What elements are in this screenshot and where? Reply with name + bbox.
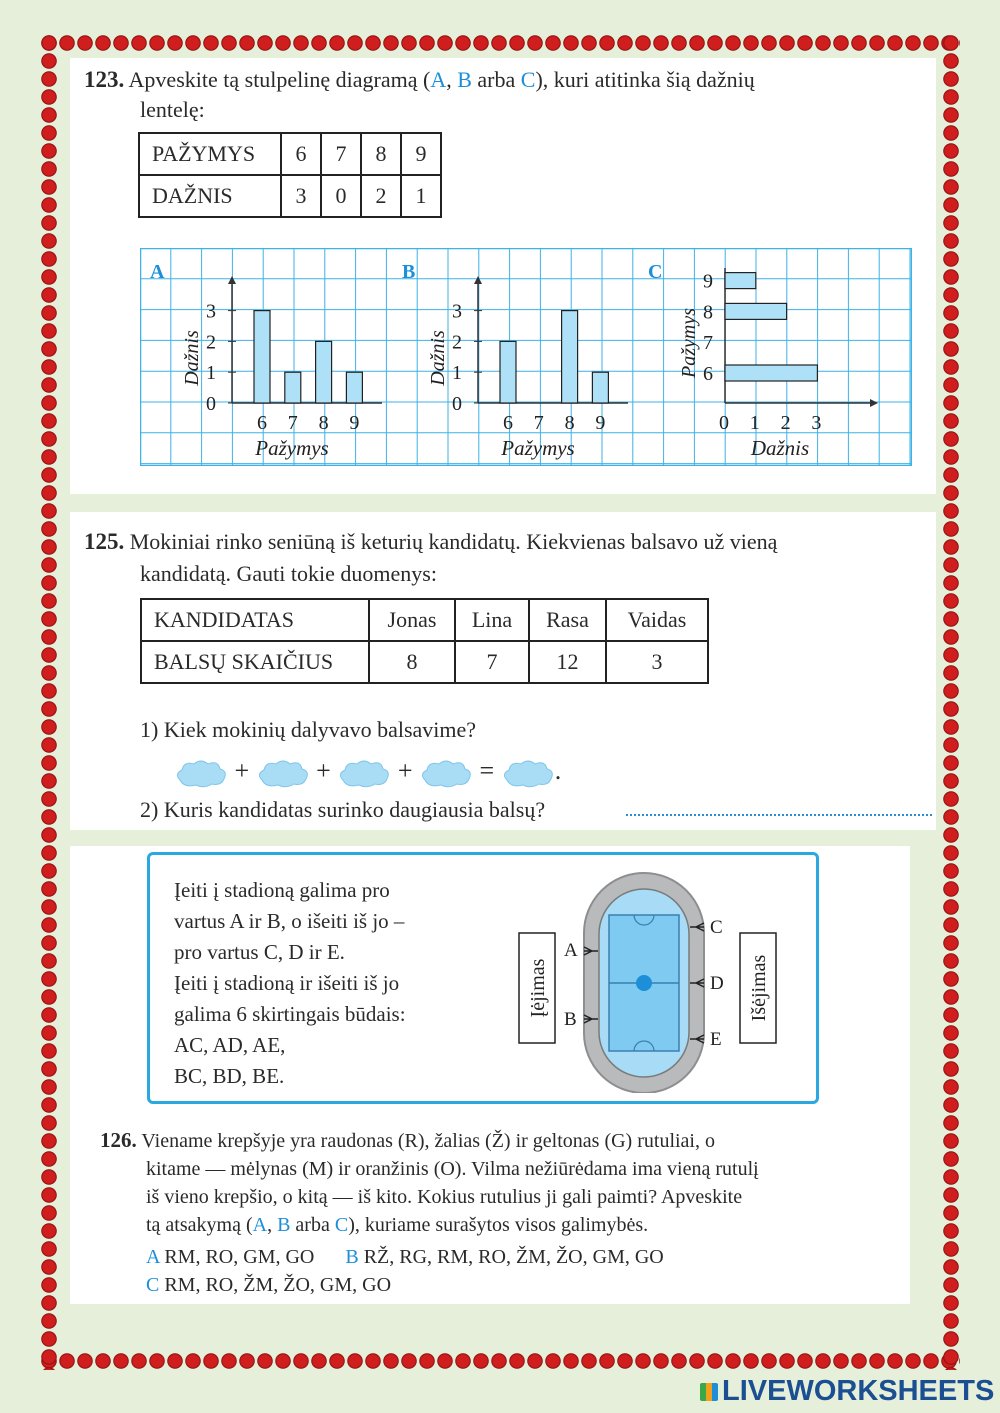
table-cell: 0 (321, 175, 361, 217)
x-tick-label: 1 (749, 412, 760, 434)
y-axis-label: Dažnis (181, 330, 203, 386)
table-cell: 3 (281, 175, 321, 217)
bar (254, 311, 270, 403)
gate-e-label: E (710, 1029, 722, 1050)
table-cell: 9 (401, 133, 441, 175)
answer-line[interactable] (626, 814, 932, 816)
x-axis-label: Pažymys (255, 436, 329, 460)
charts-area (140, 248, 912, 466)
stadium-text-line: Įeiti į stadioną ir išeiti iš jo (174, 971, 400, 995)
question-126-line: tą atsakymą (A, B arba C), kuriame surašytos visos galimybės. (146, 1214, 649, 1236)
stadium-info-box (147, 852, 819, 1104)
table-cell: 2 (361, 175, 401, 217)
question-123-text-line2: lentelę: (140, 97, 205, 122)
chart-letter: B (402, 261, 416, 283)
period: . (554, 756, 562, 785)
table-cell: 6 (281, 133, 321, 175)
table-row-label: PAŽYMYS (139, 133, 281, 175)
question-125-text-line2: kandidatą. Gauti tokie duomenys: (140, 561, 437, 586)
y-tick-label: 1 (206, 362, 216, 385)
question-126-line: iš vieno krepšio, o kitą — iš kito. Kokius rutulius ji gali paimti? Apveskite (146, 1186, 743, 1208)
votes-table (140, 598, 709, 684)
table-row-label: BALSŲ SKAIČIUS (141, 641, 369, 683)
stadium-text-line: galima 6 skirtingais būdais: (174, 1002, 406, 1026)
option-a[interactable]: A (252, 1214, 268, 1236)
subquestion-1: 1) Kiek mokinių dalyvavo balsavime? (140, 717, 477, 742)
table-cell: 12 (529, 641, 606, 683)
stadium-text-line: BC, BD, BE. (174, 1064, 285, 1088)
answer-cloud-1[interactable] (174, 758, 228, 788)
stadium-text-line: vartus A ir B, o išeiti iš jo – (174, 909, 405, 933)
question-126-line: kitame — mėlynas (M) ir oranžinis (O). Vilma nežiūrėdama ima vieną rutulį (146, 1158, 759, 1180)
decorative-border-left (40, 34, 58, 1370)
table-cell: Rasa (529, 599, 606, 641)
table-row-label: DAŽNIS (139, 175, 281, 217)
decorative-border-top (40, 34, 960, 52)
question-125-text: 125. Mokiniai rinko seniūną iš keturių kandidatų. Kiekvienas balsavo už vieną (84, 529, 778, 554)
y-tick-label: 7 (703, 332, 713, 355)
option-b[interactable]: B (457, 67, 472, 92)
stadium-diagram (512, 863, 812, 1093)
x-tick-label: 2 (780, 412, 791, 434)
y-tick-label: 1 (452, 362, 462, 385)
answer-b[interactable]: B RŽ, RG, RM, RO, ŽM, ŽO, GM, GO (345, 1246, 664, 1268)
y-tick-label: 6 (703, 363, 713, 385)
y-tick-label: 0 (206, 393, 216, 415)
question-number: 126. (100, 1128, 137, 1152)
y-axis-label: Pažymys (678, 308, 700, 378)
x-tick-label: 8 (318, 412, 329, 434)
answer-cloud-4[interactable] (419, 758, 473, 788)
plus-sign: + (397, 756, 413, 785)
bar (500, 341, 516, 403)
plus-sign: + (316, 756, 331, 785)
x-tick-label: 0 (719, 412, 729, 434)
question-126-line: 126. Viename krepšyje yra raudonas (R), žalias (Ž) ir geltonas (G) rutuliai, o (100, 1128, 715, 1152)
bar (725, 273, 756, 289)
liveworksheets-icon (700, 1383, 718, 1401)
decorative-border-right (942, 34, 960, 1370)
y-tick-label: 3 (206, 300, 216, 323)
question-123-text: 123. Apveskite tą stulpelinę diagramą (A, B arba C), kuri atitinka šią dažnių (84, 67, 755, 92)
question-number: 125. (84, 529, 125, 554)
chart-letter: C (648, 261, 663, 283)
y-axis-label: Dažnis (427, 330, 449, 386)
y-tick-label: 2 (452, 331, 462, 354)
entry-label: Įėjimas (527, 958, 549, 1018)
question-number: 123. (84, 67, 125, 92)
answer-cloud-total[interactable] (501, 758, 555, 788)
decorative-border-bottom (40, 1352, 960, 1370)
table-cell: Vaidas (606, 599, 708, 641)
option-a[interactable]: A (430, 67, 447, 92)
equals-sign: = (479, 756, 495, 785)
bar (725, 365, 817, 381)
table-cell: 8 (369, 641, 455, 683)
question-125-panel (70, 512, 936, 830)
table-cell: 8 (361, 133, 401, 175)
answer-cloud-2[interactable] (256, 758, 310, 788)
center-dot (636, 975, 652, 991)
exit-label: Išėjimas (748, 954, 770, 1022)
y-tick-label: 2 (206, 331, 216, 354)
bar (285, 372, 301, 403)
answer-cloud-3[interactable] (337, 758, 391, 788)
charts-svg (140, 248, 912, 466)
bar (592, 372, 608, 403)
answer-options-row (100, 1243, 880, 1271)
option-c[interactable]: C (520, 67, 536, 92)
stadium-text-line: pro vartus C, D ir E. (174, 940, 345, 964)
sum-equation (174, 756, 561, 788)
table-cell: 3 (606, 641, 708, 683)
grade-frequency-table (138, 132, 442, 218)
answer-a[interactable]: A RM, RO, GM, GO (146, 1246, 315, 1268)
gate-a-label: A (564, 940, 578, 961)
table-cell: 7 (321, 133, 361, 175)
table-row-label: KANDIDATAS (141, 599, 369, 641)
table-cell: Lina (455, 599, 529, 641)
y-tick-label: 0 (452, 393, 462, 415)
table-cell: 7 (455, 641, 529, 683)
option-c[interactable]: C (334, 1214, 349, 1236)
x-tick-label: 9 (349, 412, 360, 434)
gate-c-label: C (710, 917, 723, 938)
liveworksheets-logo: LIVEWORKSHEETS (700, 1375, 994, 1408)
chart-letter: A (150, 261, 165, 283)
y-tick-label: 8 (703, 301, 713, 324)
stadium-text (174, 875, 406, 1092)
x-axis-label: Pažymys (501, 436, 575, 460)
gate-d-label: D (710, 973, 724, 994)
bar (725, 303, 787, 319)
table-cell: Jonas (369, 599, 455, 641)
x-tick-label: 7 (287, 412, 298, 434)
stadium-text-line: Įeiti į stadioną galima pro (174, 878, 390, 902)
bar (346, 372, 362, 403)
answer-c[interactable]: C RM, RO, ŽM, ŽO, GM, GO (146, 1274, 392, 1296)
table-cell: 1 (401, 175, 441, 217)
bar (316, 341, 332, 403)
y-tick-label: 9 (703, 270, 713, 293)
plus-sign: + (234, 756, 250, 785)
stadium-text-line: AC, AD, AE, (174, 1033, 286, 1057)
question-126 (100, 1126, 880, 1299)
x-tick-label: 8 (564, 412, 575, 434)
x-tick-label: 7 (533, 412, 544, 434)
subquestion-2: 2) Kuris kandidatas surinko daugiausia balsų? (140, 797, 546, 822)
y-tick-label: 3 (452, 300, 462, 323)
option-b[interactable]: B (277, 1214, 291, 1236)
x-axis-label: Dažnis (750, 436, 810, 460)
gate-b-label: B (564, 1009, 577, 1030)
bar (562, 311, 578, 403)
x-tick-label: 9 (595, 412, 606, 434)
x-tick-label: 3 (811, 412, 822, 434)
x-tick-label: 6 (503, 412, 513, 434)
x-tick-label: 6 (257, 412, 267, 434)
